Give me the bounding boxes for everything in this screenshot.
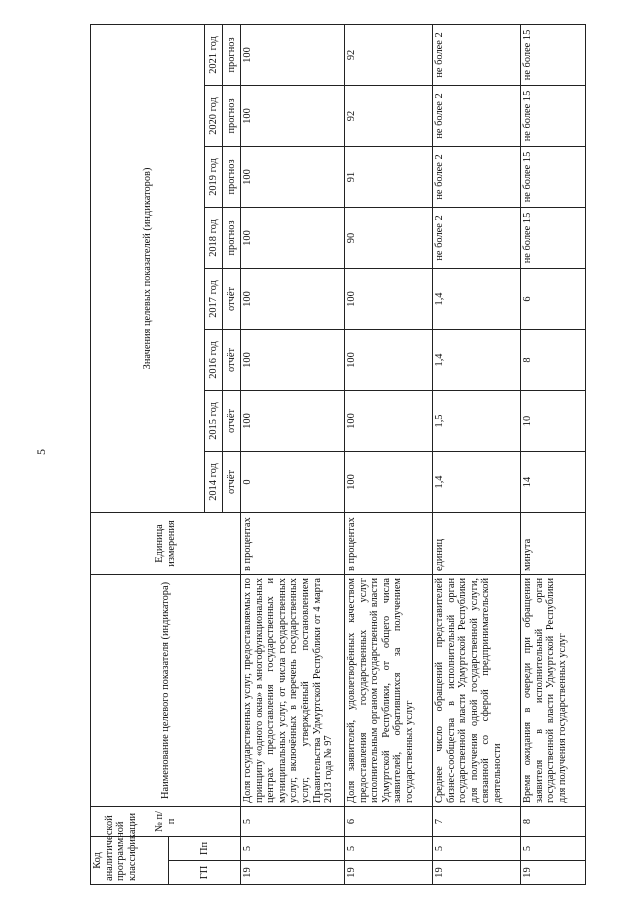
header-year-cell — [205, 329, 241, 390]
cell-value: 100 — [345, 390, 433, 451]
header-type: прогноз — [226, 159, 237, 195]
header-year-cell — [205, 146, 241, 207]
cell-value: не более 15 — [521, 146, 586, 207]
header-year: 2016 год — [205, 330, 223, 390]
cell-gp: 19 — [241, 861, 345, 885]
header-year-cell — [205, 390, 241, 451]
cell-value: 100 — [241, 24, 345, 85]
cell-value: 92 — [345, 24, 433, 85]
cell-value: 8 — [521, 329, 586, 390]
header-type: прогноз — [226, 220, 237, 256]
header-num: № п/п — [91, 806, 241, 836]
header-type: отчёт — [226, 287, 237, 311]
cell-value: 100 — [345, 268, 433, 329]
cell-value: 100 — [241, 85, 345, 146]
cell-name: Время ожидания в очереди при обращении заявителя в исполнительный орган государственной власти Удмуртской Республики для получения государственных услуг — [521, 574, 586, 806]
header-type: прогноз — [226, 37, 237, 73]
rotated-table-wrapper — [90, 25, 585, 885]
cell-value: 92 — [345, 85, 433, 146]
cell-value: 1,4 — [433, 451, 521, 512]
cell-unit: в процентах — [241, 512, 345, 574]
cell-value: 100 — [241, 207, 345, 268]
header-pp: Пп — [169, 836, 241, 860]
cell-value: не более 2 — [433, 24, 521, 85]
cell-gp: 19 — [521, 861, 586, 885]
table-row — [241, 24, 345, 884]
header-values-title: Значения целевых показателей (индикаторов) — [91, 24, 205, 512]
cell-gp: 19 — [345, 861, 433, 885]
cell-name: Среднее число обращений представителей бизнес-сообщества в исполнительный орган государственной власти Удмуртской Республики для получения одной государственной услуги, связанной со сферой предпринимательской деятельности — [433, 574, 521, 806]
cell-value: 100 — [345, 451, 433, 512]
cell-unit: минута — [521, 512, 586, 574]
header-type: отчёт — [226, 348, 237, 372]
header-year-cell — [205, 24, 241, 85]
header-name: Наименование целевого показателя (индикатора) — [91, 574, 241, 806]
cell-value: не более 15 — [521, 207, 586, 268]
cell-num: 6 — [345, 806, 433, 836]
cell-value: 1,4 — [433, 329, 521, 390]
cell-value: не более 2 — [433, 146, 521, 207]
header-year: 2017 год — [205, 269, 223, 329]
cell-value: не более 2 — [433, 207, 521, 268]
header-gp: ГП — [169, 861, 241, 885]
cell-value: 1,4 — [433, 268, 521, 329]
header-year-cell — [205, 451, 241, 512]
header-type: отчёт — [226, 470, 237, 494]
cell-value: не более 15 — [521, 85, 586, 146]
table-row — [433, 24, 521, 884]
cell-value: 14 — [521, 451, 586, 512]
cell-value: 100 — [241, 268, 345, 329]
cell-value: 100 — [345, 329, 433, 390]
cell-name: Доля заявителей, удовлетворённых качеством предоставления государственных услуг исполнительным органом государственной власти Удмуртской Республики, от общего числа заявителей, обратившихся за получением государственных услуг — [345, 574, 433, 806]
header-unit: Единица измерения — [91, 512, 241, 574]
cell-num: 7 — [433, 806, 521, 836]
cell-pp: 5 — [521, 836, 586, 860]
cell-value: 0 — [241, 451, 345, 512]
cell-name: Доля государственных услуг, предоставляемых по принципу «одного окна» в многофункциональных центрах предоставления государственных и муниципальных услуг, от числа государственных услуг, включённых в перечень государственных услуг, утверждённый постановлением Правительства Удмуртской Республики от 4 марта 2013 года № 97 — [241, 574, 345, 806]
header-year-cell — [205, 85, 241, 146]
header-code-group: Код аналитической программной классификации — [91, 836, 169, 884]
cell-gp: 19 — [433, 861, 521, 885]
table-row — [345, 24, 433, 884]
cell-value: не более 2 — [433, 85, 521, 146]
cell-value: 100 — [241, 329, 345, 390]
header-type: прогноз — [226, 98, 237, 134]
indicators-table — [90, 24, 586, 885]
cell-value: 100 — [241, 390, 345, 451]
header-year: 2018 год — [205, 208, 223, 268]
cell-value: 1,5 — [433, 390, 521, 451]
cell-value: 91 — [345, 146, 433, 207]
cell-value: 90 — [345, 207, 433, 268]
header-year-cell — [205, 207, 241, 268]
page-number: 5 — [34, 449, 48, 455]
cell-num: 8 — [521, 806, 586, 836]
header-year: 2020 год — [205, 86, 223, 146]
table-row — [521, 24, 586, 884]
cell-pp: 5 — [433, 836, 521, 860]
cell-unit: единиц — [433, 512, 521, 574]
header-year: 2021 год — [205, 25, 223, 85]
header-year: 2019 год — [205, 147, 223, 207]
header-type: отчёт — [226, 409, 237, 433]
cell-num: 5 — [241, 806, 345, 836]
cell-pp: 5 — [241, 836, 345, 860]
header-year: 2014 год — [205, 452, 223, 512]
cell-value: 6 — [521, 268, 586, 329]
cell-value: 10 — [521, 390, 586, 451]
cell-value: не более 15 — [521, 24, 586, 85]
cell-value: 100 — [241, 146, 345, 207]
header-year-cell — [205, 268, 241, 329]
cell-unit: в процентах — [345, 512, 433, 574]
header-year: 2015 год — [205, 391, 223, 451]
cell-pp: 5 — [345, 836, 433, 860]
